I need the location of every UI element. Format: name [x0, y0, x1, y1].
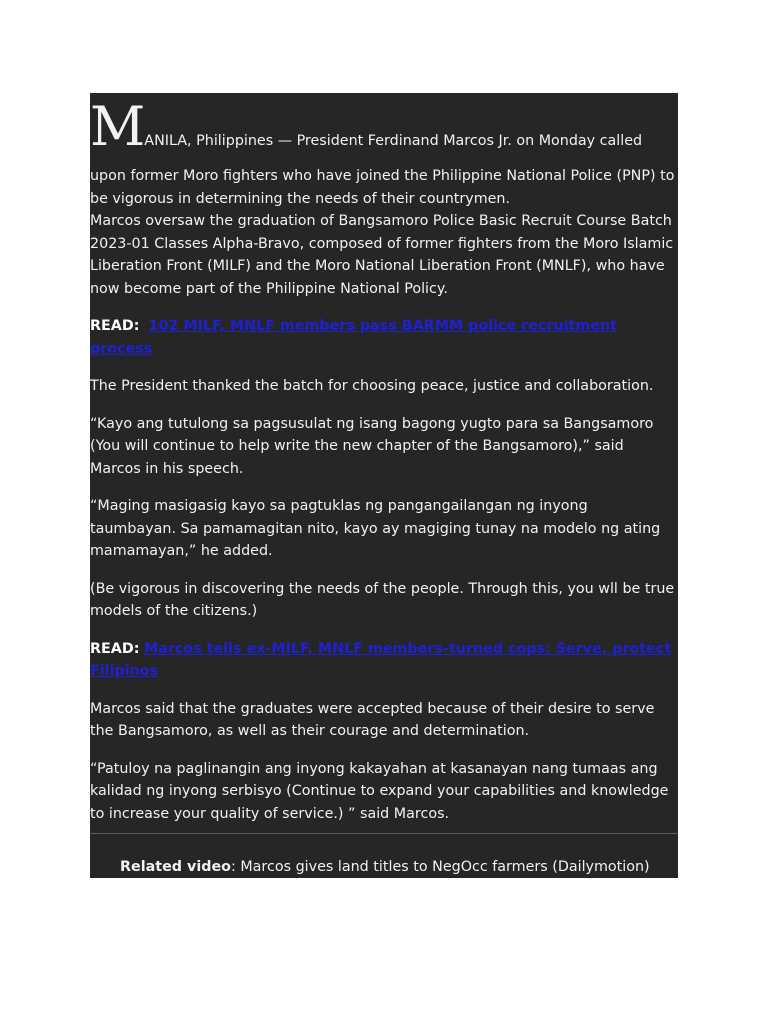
- lead-paragraph: [90, 93, 678, 210]
- paragraph-translation: (Be vigorous in discovering the needs of the people. Through this, you wll be true models of the citizens.): [90, 580, 675, 619]
- paragraph-quote-2: “Maging masigasig kayo sa pagtuklas ng pangangailangan ng inyong taumbayan. Sa pamamagitan nito, kayo ay magiging tunay na modelo ng ating mamamayan,” he added.: [90, 498, 661, 559]
- read-more-link-1[interactable]: 102 MILF, MNLF members pass BARMM police recruitment process: [90, 318, 617, 357]
- article-panel: [90, 93, 678, 878]
- lead-first-line-text: ANILA, Philippines — President Ferdinand Marcos Jr. on Monday called: [144, 133, 643, 149]
- paragraph-accepted: Marcos said that the graduates were accepted because of their desire to serve the Bangsamoro, as well as their courage and determination.: [90, 700, 655, 739]
- related-video[interactable]: [120, 856, 650, 878]
- related-video-text: : Marcos gives land titles to NegOcc farmers (Dailymotion): [230, 859, 650, 875]
- article-body: [90, 93, 678, 825]
- drop-cap: M: [90, 95, 145, 158]
- paragraph-graduation: Marcos oversaw the graduation of Bangsamoro Police Basic Recruit Course Batch 2023-01 Classes Alpha-Bravo, composed of former fighters from the Moro Islamic Liberation Front (MILF) and the Moro National Liberation Front (MNLF), who have now become part of the Philippine National Policy.: [90, 213, 674, 297]
- section-divider: [90, 833, 678, 834]
- related-video-label: Related video: [120, 859, 231, 875]
- paragraph-quote-1: “Kayo ang tutulong sa pagsusulat ng isang bagong yugto para sa Bangsamoro (You will continue to help write the new chapter of the Bangsamoro),” said Marcos in his speech.: [90, 415, 654, 477]
- lead-first-line: [90, 93, 678, 158]
- read-more-link-2[interactable]: Marcos tells ex-MILF, MNLF members-turned cops: Serve, protect Filipinos: [90, 640, 672, 679]
- read-more-1: [90, 315, 678, 360]
- paragraph-quote-3: “Patuloy na paglinangin ang inyong kakayahan at kasanayan nang tumaas ang kalidad ng inyong serbisyo (Continue to expand your capabilities and knowledge to increase your quality of service.) ” said Marcos.: [90, 760, 669, 822]
- read-more-2: [90, 638, 678, 683]
- lead-rest-text: upon former Moro fighters who have joined the Philippine National Police (PNP) to be vigorous in determining the needs of their countrymen.: [90, 168, 675, 207]
- paragraph-thanks: The President thanked the batch for choosing peace, justice and collaboration.: [90, 378, 654, 394]
- read-label: READ:: [90, 318, 140, 334]
- read-label: READ:: [90, 640, 140, 657]
